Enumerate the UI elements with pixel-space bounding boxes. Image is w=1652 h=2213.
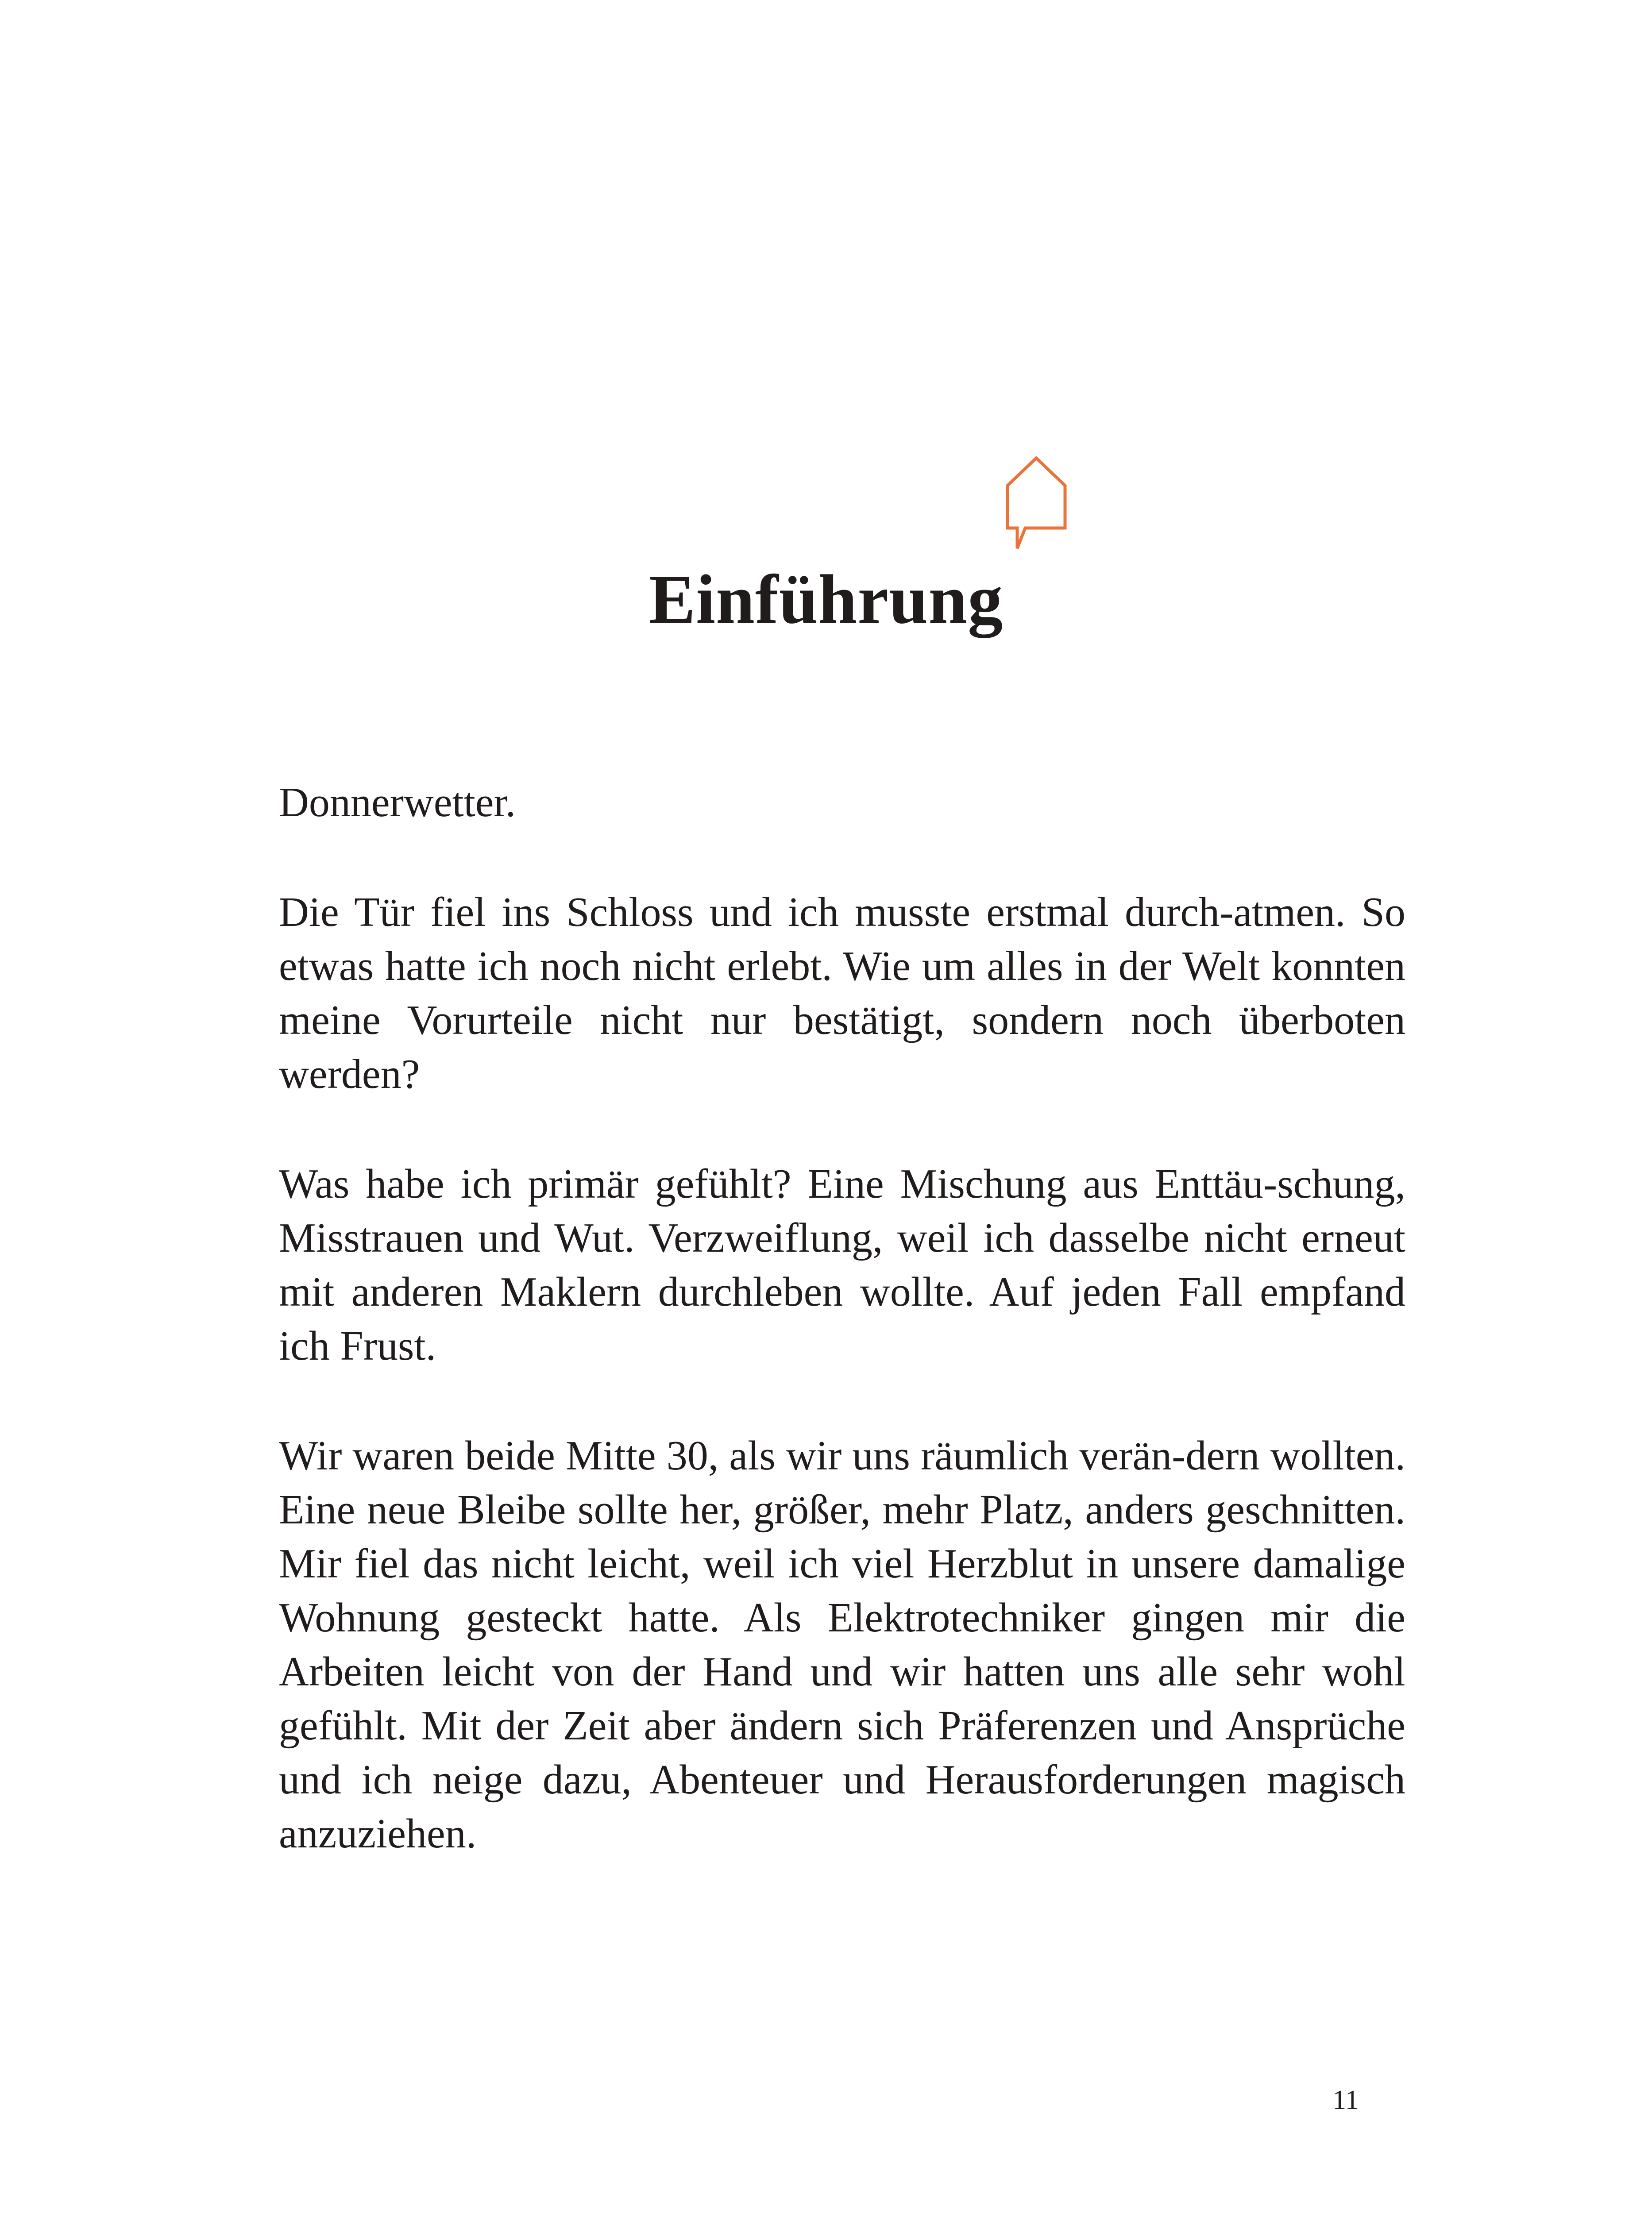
paragraph: Donnerwetter. [279,779,516,825]
page-number: 11 [1332,2085,1359,2115]
paragraph: Wir waren beide Mitte 30, als wir uns räumlich verän-dern wollten. Eine neue Bleibe sollte her, größer, mehr Platz, anders geschnitten. Mir fiel das nicht leicht, weil ich viel Herzblut in unsere damalige Wohnung gesteckt hatte. Als Elektrotechniker gingen mir die Arbeiten leicht von der Hand und wir hatten uns alle sehr wohl gefühlt. Mit der Zeit aber ändern sich Präferenzen und Ansprüche und ich neige dazu, Abenteuer und Herausforderungen magisch anzuziehen. [279,1433,1405,1857]
house-speech-bubble-icon [1004,454,1069,553]
paragraph: Was habe ich primär gefühlt? Eine Mischung aus Enttäu-schung, Misstrauen und Wut. Verzweiflung, weil ich dasselbe nicht erneut mit anderen Maklern durchleben wollte. Auf jeden Fall empfand ich Frust. [279,1161,1405,1369]
paragraph: Die Tür fiel ins Schloss und ich musste erstmal durch-atmen. So etwas hatte ich noch nicht erlebt. Wie um alles in der Welt konnten meine Vorurteile nicht nur bestätigt, sondern noch überboten werden? [279,889,1405,1097]
chapter-title: Einführung [648,561,1004,638]
chapter-body [279,775,1405,1916]
